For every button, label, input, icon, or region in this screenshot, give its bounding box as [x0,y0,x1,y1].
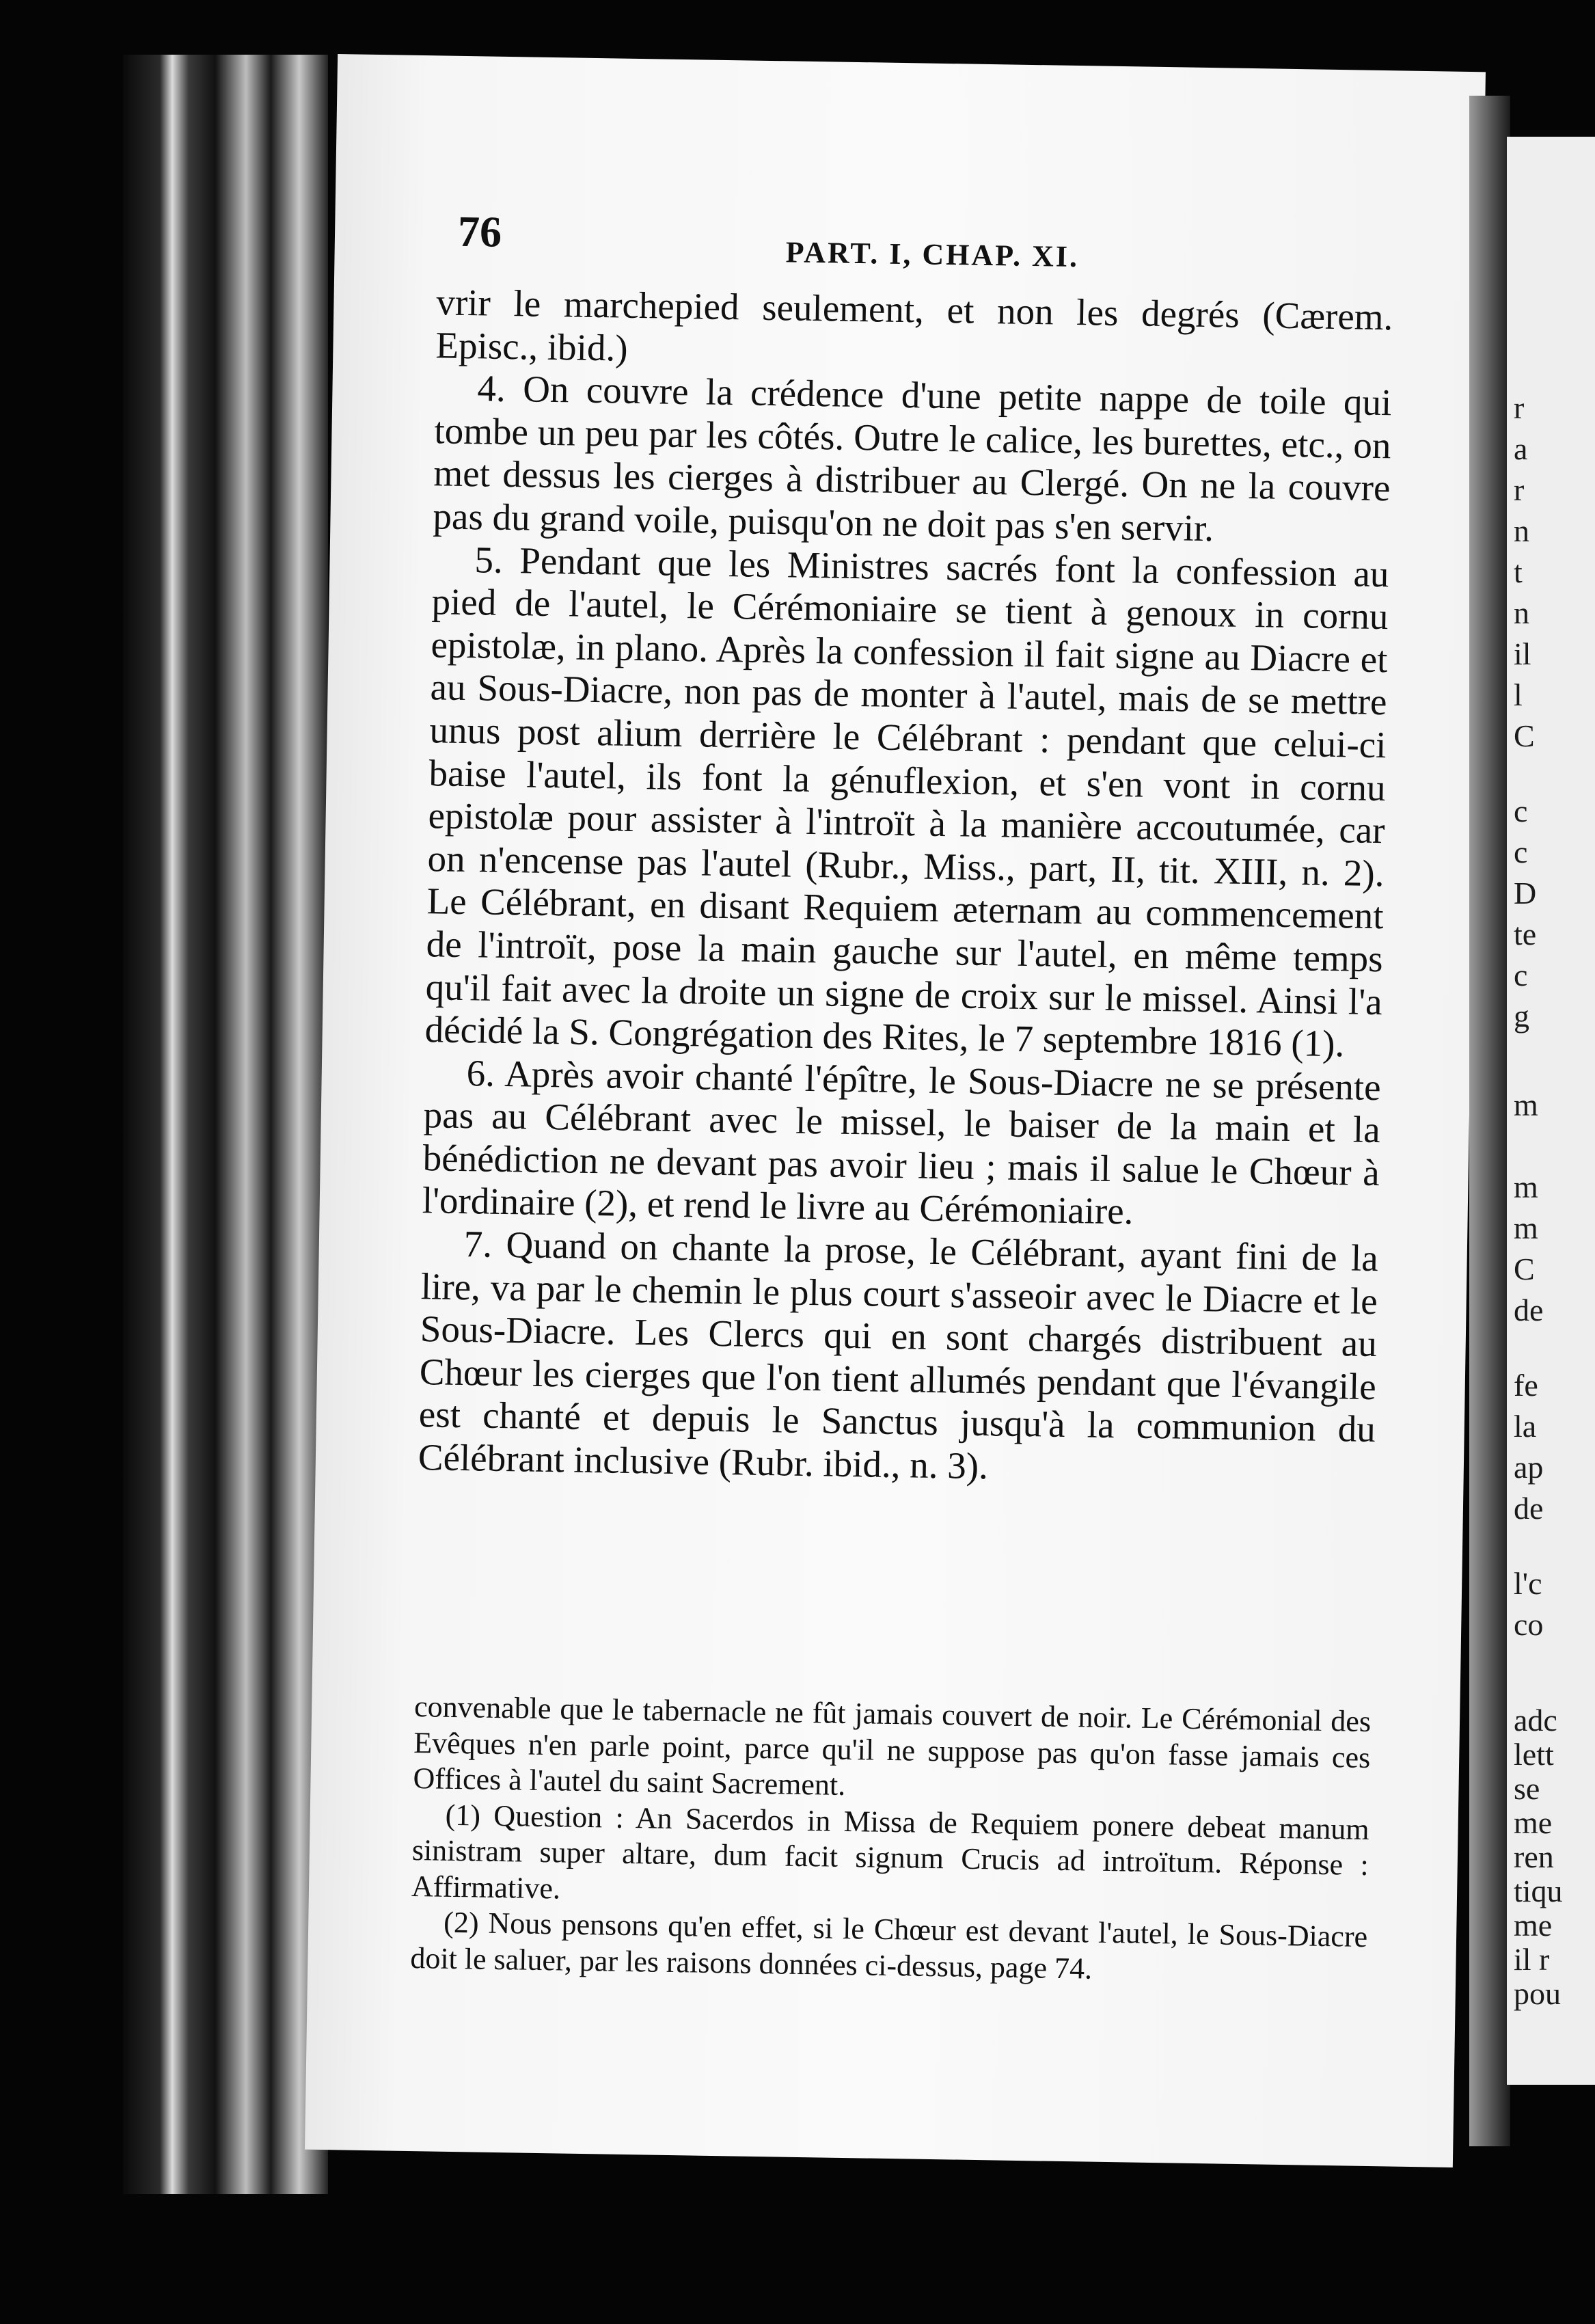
paragraph-7: 7. Quand on chante la prose, le Célébrant, ayant fini de la lire, va par le chemin le plus court s'asseoir avec le Diacre et le Sous-Diacre. Les Clercs qui en sont chargés distribuent au Chœur les cierges que l'on tient allumés pendant que l'évangile est chanté et depuis le Sanctus jusqu'à la communion du Célébrant inclusive (Rubr. ibid., n. 3). [418,1223,1379,1487]
main-text [418,281,1393,1494]
page-number: 76 [457,206,502,256]
paragraph-5: 5. Pendant que les Ministres sacrés font la confession au pied de l'autel, le Cérémoniaire se tient à genoux in cornu epistolæ, in plano. Après la confession il fait signe au Diacre et au Sous-Diacre, non pas de monter à l'autel, mais de se mettre unus post alium derrière le Célébrant : pendant que celui-ci baise l'autel, ils font la génuflexion, et s'en vont in cornu epistolæ pour assister à l'introït à la manière accoutumée, car on n'encense pas l'autel (Rubr., Miss., part, II, tit. XIII, n. 2). Le Célébrant, en disant Requiem æternam au commencement de l'introït, pose la main gauche sur l'autel, en même temps qu'il fait avec la droite un signe de croix sur le missel. Ainsi l'a décidé la S. Congrégation des Rites, le 7 septembre 1816 (1). [424,538,1389,1065]
fragment: g [1514,999,1529,1033]
fragment: t [1514,554,1523,589]
fragment: lett [1514,1737,1554,1772]
fragment: fe [1514,1368,1538,1403]
fragment: r [1514,472,1525,507]
fragment: tiqu [1514,1874,1563,1908]
book-binding [123,55,328,2194]
paragraph-6: 6. Après avoir chanté l'épître, le Sous-Diacre ne se présente pas au Célébrant avec le missel, le baiser de la main et la bénédiction ne devant pas avoir lieu ; mais il salue le Chœur à l'ordinaire (2), et rend le livre au Cérémoniaire. [422,1051,1382,1232]
paragraph-continuation: vrir le marchepied seulement, et non les degrés (Cærem. Episc., ibid.) [435,281,1393,369]
fragment: n [1514,595,1529,630]
fragment: me [1514,1908,1553,1943]
fragment: c [1514,958,1528,992]
fragment: me [1514,1805,1553,1840]
page-edge [1469,96,1510,2146]
footnotes [410,1689,1371,1991]
fragment: il r [1514,1942,1550,1977]
fragment: se [1514,1771,1540,1806]
fragment: m [1514,1170,1538,1204]
fragment: c [1514,835,1528,869]
fragment: m [1514,1087,1538,1122]
running-head: PART. I, CHAP. XI. [785,235,1080,274]
fragment: co [1514,1607,1544,1642]
fragment: c [1514,794,1528,828]
footnote-continuation: convenable que le tabernacle ne fût jamais couvert de noir. Le Cérémonial des Evêques n'en parle point, parce qu'il ne suppose pas qu'on fasse jamais ces Offices à l'autel du saint Sacrement. [413,1690,1372,1802]
fragment: D [1514,876,1537,910]
fragment: l [1514,677,1523,712]
page-header [457,206,1380,275]
fragment: C [1514,1252,1535,1286]
fragment: pou [1514,1976,1561,2011]
fragment: l'c [1514,1566,1542,1601]
fragment: de [1514,1293,1544,1327]
fragment: ap [1514,1450,1544,1485]
fragment: la [1514,1409,1537,1444]
fragment: te [1514,917,1537,951]
footnote-2: (2) Nous pensons qu'en effet, si le Chœur est devant l'autel, le Sous-Diacre doit le saluer, par les raisons données ci-dessus, page 74. [410,1905,1368,1986]
fragment: r [1514,390,1525,425]
fragment: il [1514,636,1531,671]
footnote-1: (1) Question : An Sacerdos in Missa de Requiem ponere debeat manum sinistram super altare, dum facit signum Crucis ad introïtum. Réponse : Affirmative. [411,1798,1369,1905]
fragment: C [1514,718,1535,753]
next-page-fragment [1507,137,1595,2085]
fragment: a [1514,431,1528,466]
fragment: adc [1514,1703,1557,1738]
fragment: ren [1514,1839,1554,1874]
book-page [305,54,1486,2167]
fragment: n [1514,513,1529,548]
fragment: de [1514,1491,1544,1526]
paragraph-4: 4. On couvre la crédence d'une petite nappe de toile qui tombe un peu par les côtés. Outre le calice, les burettes, etc., on met dessus les cierges à distribuer au Clergé. On ne la couvre pas du grand voile, puisqu'on ne doit pas s'en servir. [433,367,1392,550]
fragment: m [1514,1211,1538,1245]
